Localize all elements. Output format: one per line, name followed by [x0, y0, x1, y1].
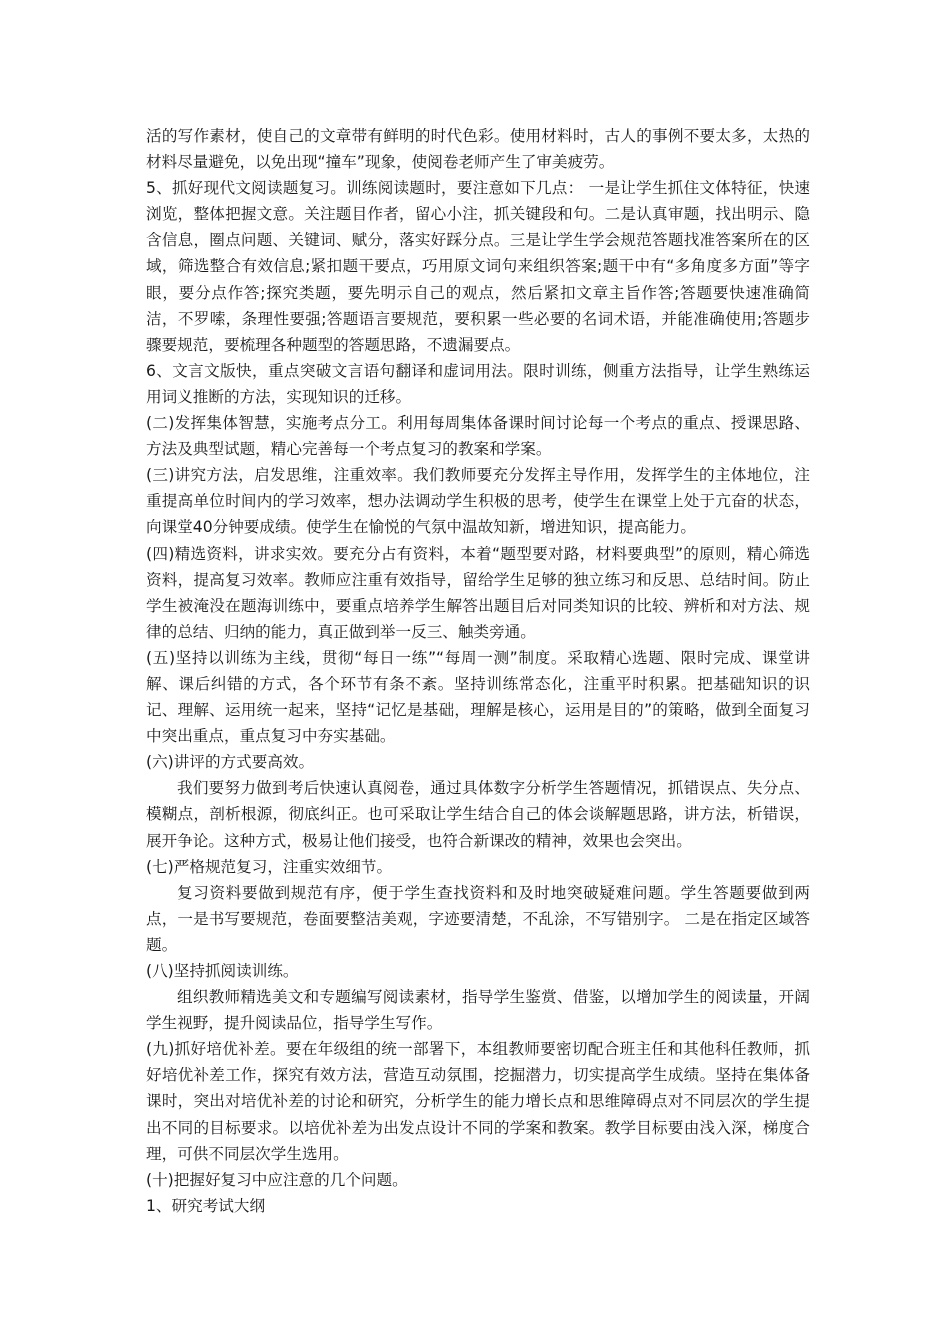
heading-section-10-issues: (十)把握好复习中应注意的几个问题。 [146, 1170, 408, 1189]
paragraph-section-7-body: 复习资料要做到规范有序，便于学生查找资料和及时地突破疑难问题。学生答题要做到两点，一是书写要规范，卷面要整洁美观，字迹要清楚，不乱涂，不写错别字。 二是在指定区域答题。 [146, 883, 810, 954]
paragraph-section-6-body: 我们要努力做到考后快速认真阅卷，通过具体数字分析学生答题情况，抓错误点、失分点、模糊点，剖析根源，彻底纠正。也可采取让学生结合自己的体会谈解题思路，讲方法，析错误，展开争论。这种方式，极易让他们接受，也符合新课改的精神，效果也会突出。 [146, 779, 810, 850]
paragraph-point-5-modern-reading: 5、抓好现代文阅读题复习。训练阅读题时，要注意如下几点： 一是让学生抓住文体特征，快速浏览，整体把握文意。关注题目作者，留心小注，抓关键段和句。二是认真审题，找出明示、隐含信息，圈点问题、关键词、赋分，落实好踩分点。三是让学生学会规范答题找准答案所在的区域，筛选整合有效信息;紧扣题干要点，巧用原文词句来组织答案;题干中有“多角度多方面”等字眼，要分点作答;探究类题，要先明示自己的观点，然后紧扣文章主旨作答;答题要快速准确简洁，不罗嗦，条理性要强;答题语言要规范，要积累一些必要的名词术语，并能准确使用;答题步骤要规范，要梳理各种题型的答题思路，不遗漏要点。 [146, 179, 810, 354]
paragraph-section-4-materials: (四)精选资料，讲求实效。要充分占有资料，本着“题型要对路，材料要典型”的原则，精心筛选资料，提高复习效率。教师应注重有效指导，留给学生足够的独立练习和反思、总结时间。防止学生被淹没在题海训练中，要重点培养学生解答出题目后对同类知识的比较、辨析和对方法、规律的总结、归纳的能力，真正做到举一反三、触类旁通。 [146, 544, 810, 641]
paragraph-item-1-exam-outline: 1、研究考试大纲 [146, 1196, 266, 1215]
heading-section-6-review: (六)讲评的方式要高效。 [146, 753, 315, 772]
document-page [146, 123, 810, 1219]
paragraph-point-6-classical-chinese: 6、文言文版快，重点突破文言语句翻译和虚词用法。限时训练，侧重方法指导，让学生熟练运用词义推断的方法，实现知识的迁移。 [146, 361, 810, 406]
paragraph-continued-writing-material: 活的写作素材，使自己的文章带有鲜明的时代色彩。使用材料时，古人的事例不要太多，太热的材料尽量避免，以免出现“撞车”现象，使阅卷老师产生了审美疲劳。 [146, 127, 810, 172]
paragraph-section-9-tutoring: (九)抓好培优补差。要在年级组的统一部署下，本组教师要密切配合班主任和其他科任教师，抓好培优补差工作，探究有效方法，营造互动氛围，挖掘潜力，切实提高学生成绩。坚持在集体备课时，突出对培优补差的讨论和研究，分析学生的能力增长点和思维障碍点对不同层次的学生提出不同的目标要求。以培优补差为出发点设计不同的学案和教案。教学目标要由浅入深，梯度合理，可供不同层次学生选用。 [146, 1040, 810, 1163]
paragraph-section-3-methods: (三)讲究方法，启发思维，注重效率。我们教师要充分发挥主导作用，发挥学生的主体地位，注重提高单位时间内的学习效率，想办法调动学生积极的思考，使学生在课堂上处于亢奋的状态，向课堂40分钟要成绩。使学生在愉悦的气氛中温故知新，增进知识，提高能力。 [146, 466, 810, 537]
paragraph-section-5-training: (五)坚持以训练为主线，贯彻“每日一练”“每周一测”制度。采取精心选题、限时完成、课堂讲解、课后纠错的方式，各个环节有条不紊。坚持训练常态化，注重平时积累。把基础知识的识记、理解、运用统一起来，坚持“记忆是基础，理解是核心，运用是目的”的策略，做到全面复习中突出重点，重点复习中夯实基础。 [146, 648, 810, 746]
heading-section-8-reading-training: (八)坚持抓阅读训练。 [146, 962, 299, 980]
paragraph-section-2-collective-wisdom: (二)发挥集体智慧，实施考点分工。利用每周集体备课时间讨论每一个考点的重点、授课思路、方法及典型试题，精心完善每一个考点复习的教案和学案。 [146, 414, 810, 459]
heading-section-7-standard-review: (七)严格规范复习，注重实效细节。 [146, 857, 393, 876]
paragraph-section-8-body: 组织教师精选美文和专题编写阅读素材，指导学生鉴赏、借鉴，以增加学生的阅读量，开阔学生视野，提升阅读品位，指导学生写作。 [146, 988, 810, 1033]
